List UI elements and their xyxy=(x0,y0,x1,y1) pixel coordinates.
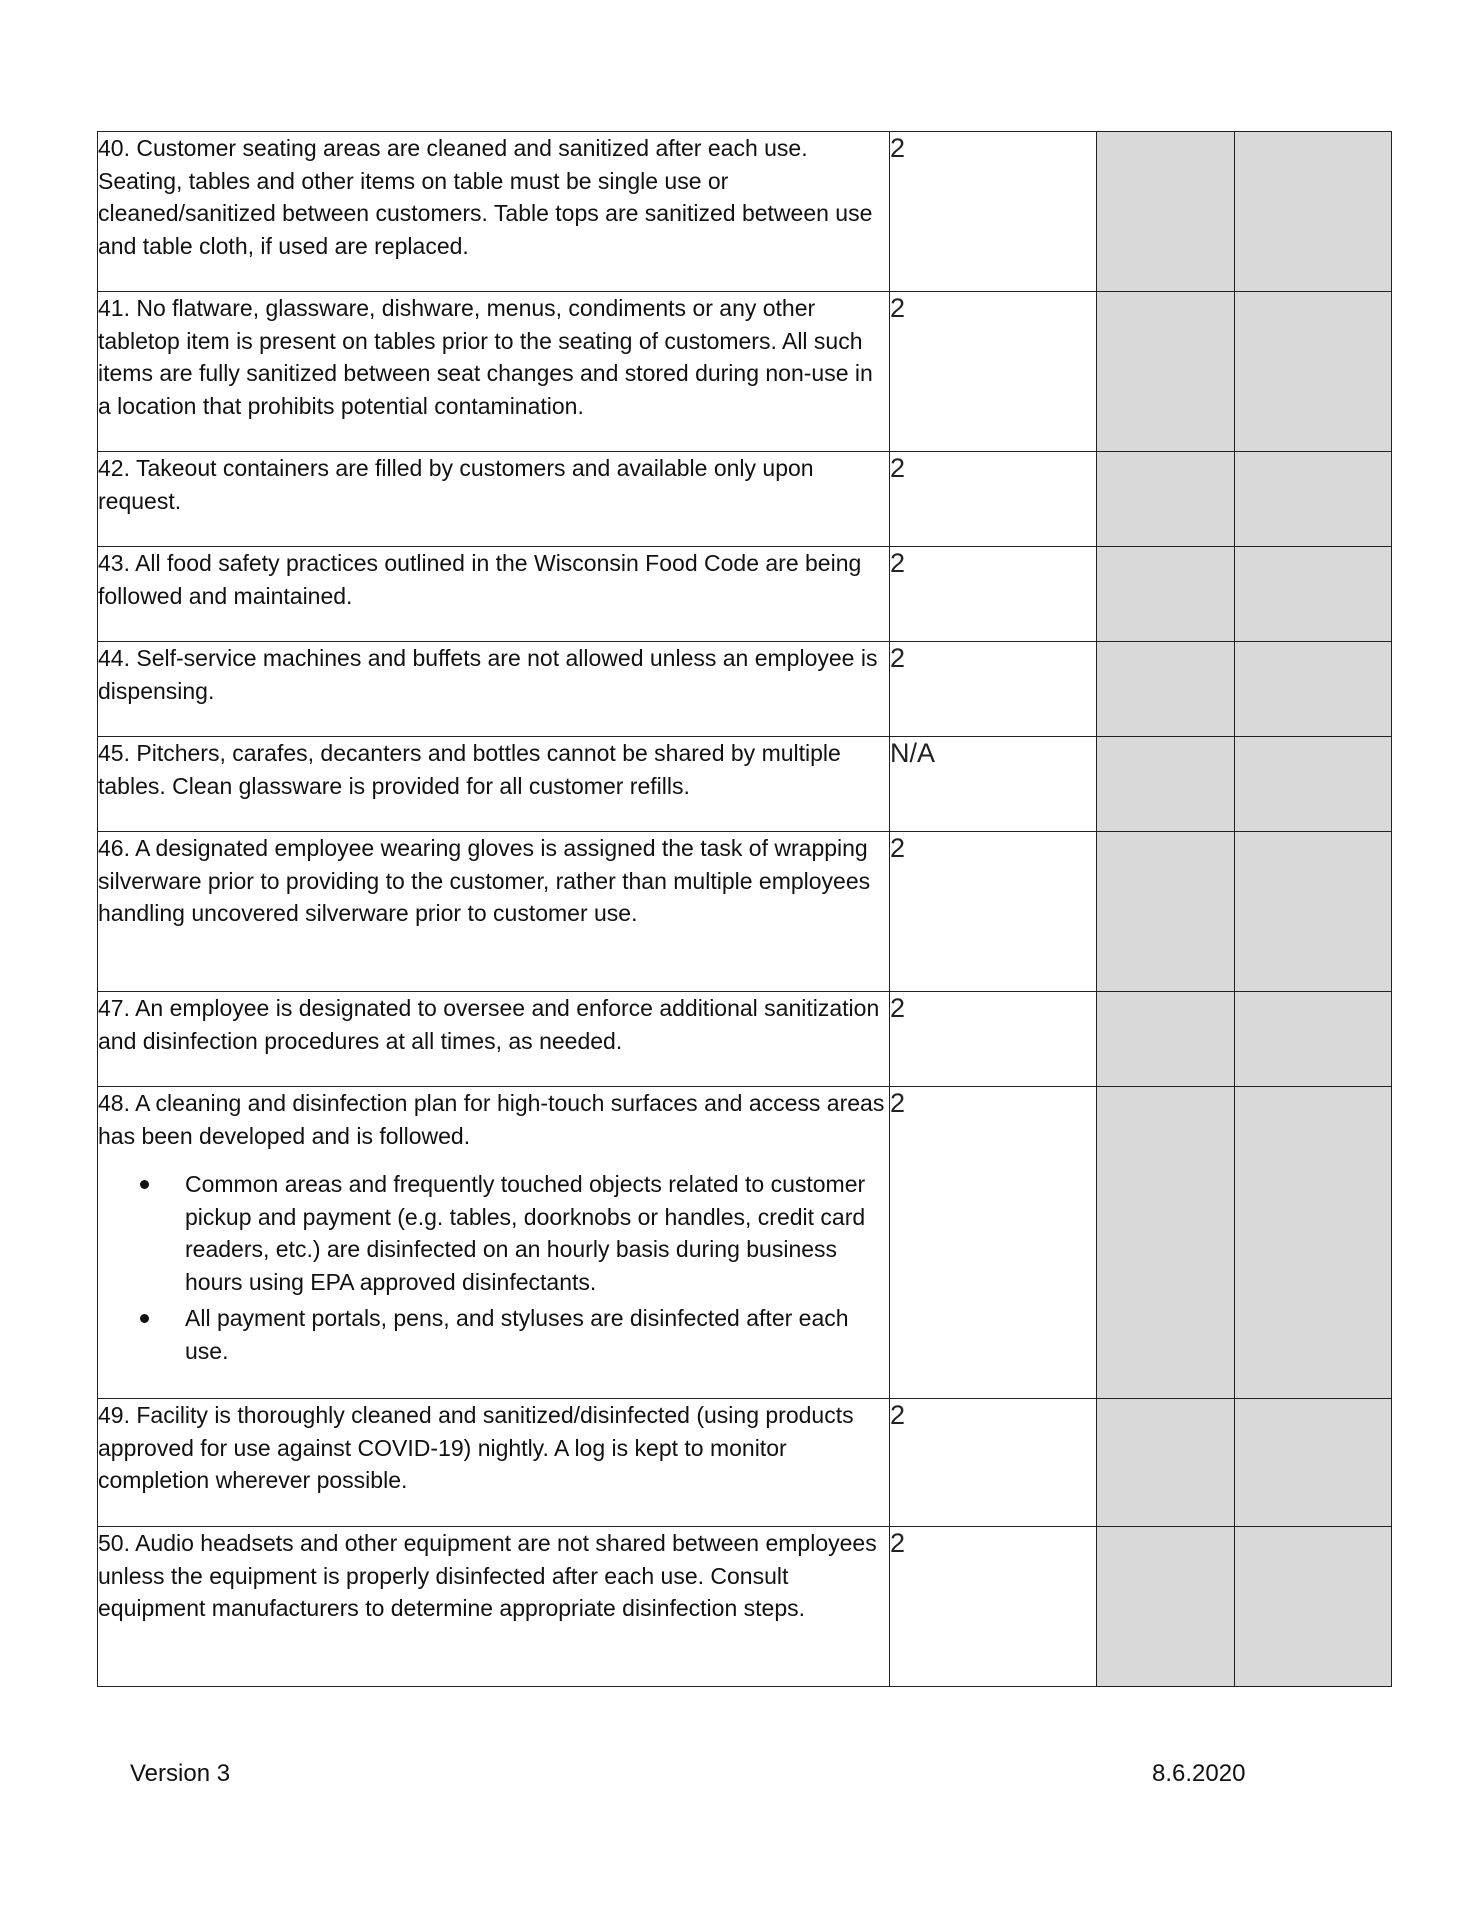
bullet-text: Common areas and frequently touched objects related to customer pickup and payment (e.g. tables, doorknobs or handles, credit card readers, etc.) are disinfected on an hourly basis during business hours using EPA approved disinfectants. xyxy=(185,1171,866,1295)
table-row xyxy=(98,132,1392,292)
gray-cell xyxy=(1097,452,1235,547)
gray-cell xyxy=(1097,642,1235,737)
bullet-icon xyxy=(140,1314,149,1323)
item-text: 40. Customer seating areas are cleaned and sanitized after each use. Seating, tables and other items on table must be single use or cleaned/sanitized between customers. Table tops are sanitized between use and table cloth, if used are replaced. xyxy=(98,132,890,292)
table-row xyxy=(98,642,1392,737)
gray-cell xyxy=(1235,992,1392,1087)
gray-cell xyxy=(1235,547,1392,642)
gray-cell xyxy=(1097,132,1235,292)
gray-cell xyxy=(1097,832,1235,992)
gray-cell xyxy=(1235,1399,1392,1527)
gray-cell xyxy=(1235,452,1392,547)
gray-cell xyxy=(1235,1087,1392,1399)
gray-cell xyxy=(1097,737,1235,832)
gray-cell xyxy=(1097,547,1235,642)
item-text: 43. All food safety practices outlined in the Wisconsin Food Code are being followed and maintained. xyxy=(98,547,890,642)
score-value: 2 xyxy=(890,1399,1097,1527)
bullet-text: All payment portals, pens, and styluses are disinfected after each use. xyxy=(185,1305,849,1364)
table-row xyxy=(98,1087,1392,1399)
gray-cell xyxy=(1097,1527,1235,1687)
score-value: 2 xyxy=(890,642,1097,737)
item-text: 41. No flatware, glassware, dishware, menus, condiments or any other tabletop item is present on tables prior to the seating of customers. All such items are fully sanitized between seat changes and stored during non-use in a location that prohibits potential contamination. xyxy=(98,292,890,452)
table-row xyxy=(98,292,1392,452)
table-row xyxy=(98,547,1392,642)
gray-cell xyxy=(1097,1087,1235,1399)
item-text: 48. A cleaning and disinfection plan for high-touch surfaces and access areas has been developed and is followed. xyxy=(98,1090,885,1149)
bullet-item xyxy=(185,1168,889,1298)
score-value: N/A xyxy=(890,737,1097,832)
table-row xyxy=(98,737,1392,832)
gray-cell xyxy=(1235,132,1392,292)
score-value: 2 xyxy=(890,1087,1097,1399)
table-row xyxy=(98,832,1392,992)
bullet-item xyxy=(185,1302,889,1367)
score-value: 2 xyxy=(890,452,1097,547)
item-text: 47. An employee is designated to oversee and enforce additional sanitization and disinfection procedures at all times, as needed. xyxy=(98,992,890,1087)
table-row xyxy=(98,1399,1392,1527)
gray-cell xyxy=(1097,292,1235,452)
score-value: 2 xyxy=(890,832,1097,992)
item-text: 46. A designated employee wearing gloves is assigned the task of wrapping silverware prior to providing to the customer, rather than multiple employees handling uncovered silverware prior to customer use. xyxy=(98,832,890,992)
item-text: 49. Facility is thoroughly cleaned and sanitized/disinfected (using products approved for use against COVID-19) nightly. A log is kept to monitor completion wherever possible. xyxy=(98,1399,890,1527)
bullet-icon xyxy=(140,1180,149,1189)
footer-version: Version 3 xyxy=(130,1760,231,1787)
gray-cell xyxy=(1097,1399,1235,1527)
gray-cell xyxy=(1235,292,1392,452)
item-text: 44. Self-service machines and buffets are not allowed unless an employee is dispensing. xyxy=(98,642,890,737)
score-value: 2 xyxy=(890,132,1097,292)
checklist-table xyxy=(97,131,1392,1687)
gray-cell xyxy=(1097,992,1235,1087)
score-value: 2 xyxy=(890,292,1097,452)
table-row xyxy=(98,452,1392,547)
gray-cell xyxy=(1235,737,1392,832)
table-row xyxy=(98,992,1392,1087)
score-value: 2 xyxy=(890,547,1097,642)
gray-cell xyxy=(1235,1527,1392,1687)
score-value: 2 xyxy=(890,992,1097,1087)
footer-date: 8.6.2020 xyxy=(1152,1760,1246,1787)
gray-cell xyxy=(1235,832,1392,992)
table-row xyxy=(98,1527,1392,1687)
item-text: 42. Takeout containers are filled by customers and available only upon request. xyxy=(98,452,890,547)
score-value: 2 xyxy=(890,1527,1097,1687)
gray-cell xyxy=(1235,642,1392,737)
item-text: 50. Audio headsets and other equipment are not shared between employees unless the equipment is properly disinfected after each use. Consult equipment manufacturers to determine appropriate disinfection steps. xyxy=(98,1527,890,1687)
item-text-with-bullets xyxy=(98,1087,890,1399)
bullet-list xyxy=(98,1168,889,1367)
item-text: 45. Pitchers, carafes, decanters and bottles cannot be shared by multiple tables. Clean glassware is provided for all customer refills. xyxy=(98,737,890,832)
